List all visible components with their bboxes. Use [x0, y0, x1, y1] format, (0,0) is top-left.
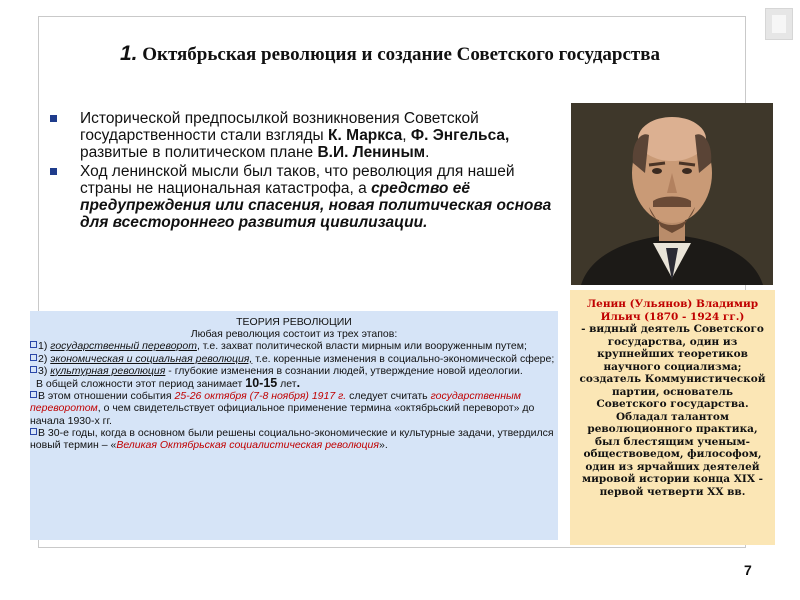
- page-number: 7: [744, 562, 752, 578]
- stage-term: экономическая и социальная революция,: [50, 352, 253, 365]
- title-text: Октябрьская революция и создание Советского государства: [142, 44, 661, 65]
- checkbox-bullet-icon: [30, 391, 37, 398]
- checkbox-bullet-icon: [30, 354, 37, 361]
- checkbox-bullet-icon: [30, 428, 37, 435]
- bullet-end: .: [425, 144, 430, 161]
- theory-panel: [30, 311, 558, 540]
- bullet-bold-marx: К. Маркса: [328, 127, 403, 144]
- theory-duration: [30, 377, 558, 390]
- theory-paragraph: [30, 390, 558, 427]
- duration-post: лет: [277, 378, 297, 391]
- p5-pre: В 30-е годы, когда в основном были решены социально-экономические и культурные задачи, утвердился новый термин – «: [30, 426, 554, 452]
- duration-pre: В общей сложности этот период занимает: [36, 378, 246, 391]
- bullet-list: [50, 110, 560, 233]
- stage-num: 2): [38, 352, 51, 365]
- bullet-comma: ,: [402, 127, 411, 144]
- bullet-text: Ход ленинской мысли был таков, что революция для нашей страны не национальная катастрофа, а: [80, 163, 515, 197]
- duration-dot: .: [296, 376, 301, 391]
- p4-term: государственным переворотом: [30, 390, 521, 415]
- checkbox-bullet-icon: [30, 366, 37, 373]
- stage-num: 3): [38, 364, 51, 377]
- document-icon: [765, 8, 793, 40]
- p4-dates: 25-26 октября (7-8 ноября) 1917 г.: [174, 390, 347, 403]
- theory-stage: [30, 340, 558, 352]
- slide-title: [40, 42, 740, 66]
- bio-panel: [570, 290, 775, 545]
- theory-paragraph: [30, 427, 558, 451]
- theory-stage: [30, 365, 558, 377]
- p4-pre: В этом отношении события: [38, 390, 175, 403]
- p4-post: , о чем свидетельствует официальное применение термина «октябрьский переворот» до начала 1930-х гг.: [30, 402, 535, 427]
- bullet-square-icon: [50, 168, 57, 175]
- p5-term: Великая Октябрьская социалистическая революция: [116, 439, 380, 452]
- duration-value: 10-15: [245, 376, 278, 391]
- p4-mid: следует считать: [346, 390, 431, 403]
- bullet-emphasis: средство её предупреждения или спасения, новая политическая основа для всестороннего развития цивилизации.: [80, 180, 552, 231]
- bullet-bold-engels: Ф. Энгельса,: [410, 127, 510, 144]
- portrait-svg: [571, 103, 773, 285]
- theory-heading: ТЕОРИЯ РЕВОЛЮЦИИ: [236, 316, 352, 328]
- bio-text: - видный деятель Советского государства, один из крупнейших теоретиков научного социализма; создатель Коммунистической партии, основатель Советского государства. Обладал талантом революционного практика, был блестящим ученым-обществоведом, философом, один из ярчайших деятелей мировой истории конца XIX - первой четверти XX вв.: [579, 323, 766, 498]
- stage-num: 1): [38, 340, 51, 353]
- checkbox-bullet-icon: [30, 341, 37, 348]
- bullet-item: [50, 110, 560, 161]
- bullet-square-icon: [50, 115, 57, 122]
- title-number: 1.: [119, 42, 138, 65]
- theory-subheading: Любая революция состоит из трех этапов:: [190, 328, 398, 341]
- stage-term: государственный переворот: [50, 340, 197, 353]
- bullet-text: Исторической предпосылкой возникновения Советской государственности стали взгляды: [80, 110, 479, 144]
- p5-post: ».: [379, 439, 388, 452]
- bullet-item: [50, 163, 560, 231]
- stage-desc: , т.е. захват политической власти мирным или вооруженным путем;: [196, 340, 527, 353]
- bullet-text: развитые в политическом плане: [80, 144, 318, 161]
- stage-desc: - глубокие изменения в сознании людей, утверждение новой идеологии.: [165, 364, 523, 377]
- bullet-bold-lenin: В.И. Лениным: [317, 144, 426, 161]
- stage-desc: т.е. коренные изменения в социально-экономической сфере;: [252, 352, 555, 365]
- bio-name: Ленин (Ульянов) Владимир Ильич (1870 - 1924 гг.): [586, 298, 759, 323]
- stage-term: культурная революция: [50, 364, 166, 377]
- theory-stage: [30, 353, 558, 365]
- portrait-image: [571, 103, 773, 285]
